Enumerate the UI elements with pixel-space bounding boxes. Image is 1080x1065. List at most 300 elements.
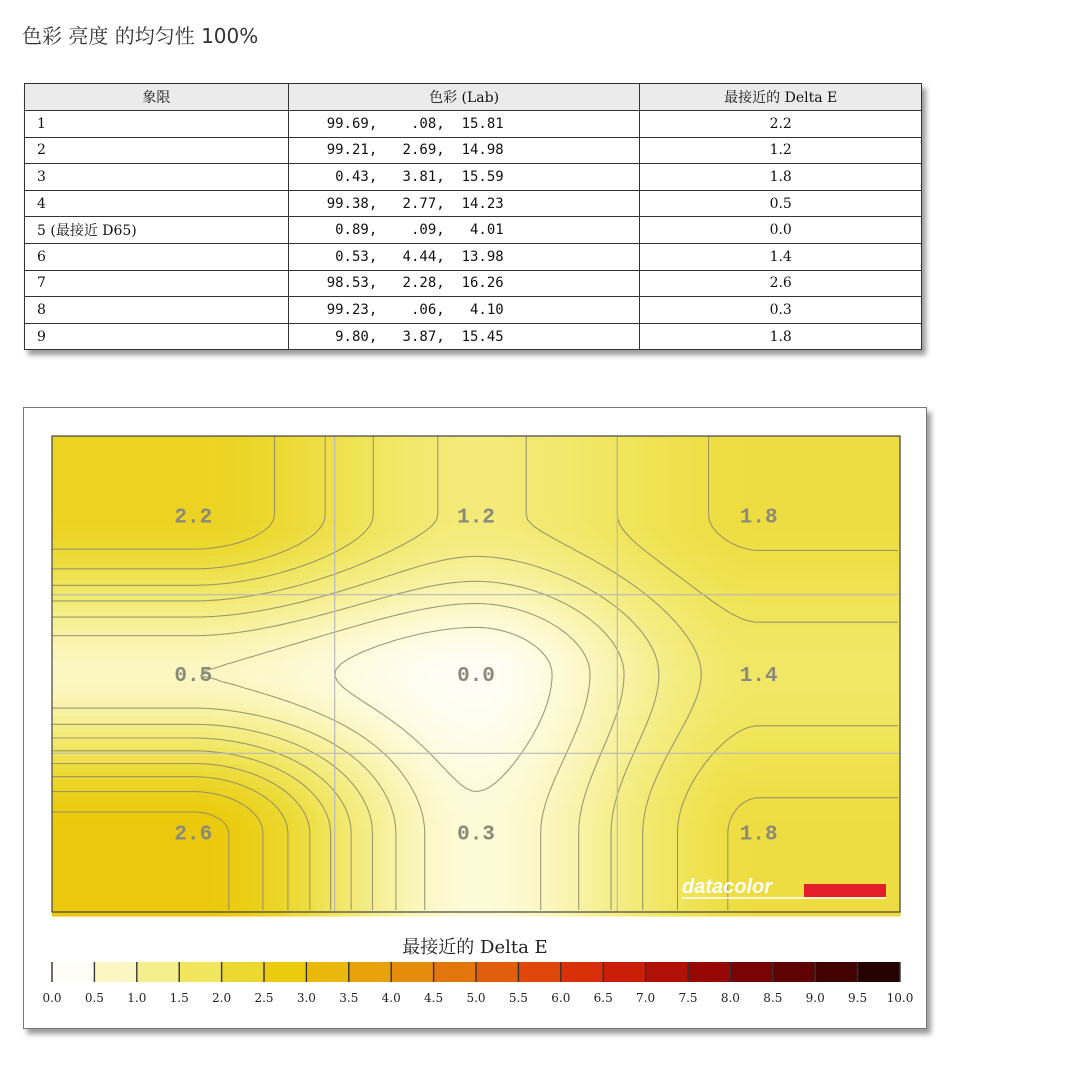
heat-tile xyxy=(92,796,101,805)
heat-tile xyxy=(804,756,813,765)
heat-tile xyxy=(188,588,197,597)
heat-tile xyxy=(452,652,461,661)
heat-tile xyxy=(204,476,213,485)
heat-tile xyxy=(676,540,685,549)
heat-tile xyxy=(476,796,485,805)
heat-tile xyxy=(884,780,893,789)
heat-tile xyxy=(804,460,813,469)
heat-tile xyxy=(60,596,69,605)
heat-tile xyxy=(508,716,517,725)
heat-tile xyxy=(476,716,485,725)
heat-tile xyxy=(436,652,445,661)
heat-tile xyxy=(108,540,117,549)
heat-tile xyxy=(228,708,237,717)
heat-tile xyxy=(108,588,117,597)
heat-tile xyxy=(252,764,261,773)
heat-tile xyxy=(260,668,269,677)
heat-tile xyxy=(404,756,413,765)
heat-tile xyxy=(884,548,893,557)
heat-tile xyxy=(524,628,533,637)
heat-tile xyxy=(620,596,629,605)
heat-tile xyxy=(84,468,93,477)
heat-tile xyxy=(220,540,229,549)
heat-tile xyxy=(612,476,621,485)
heat-tile xyxy=(220,652,229,661)
heat-tile xyxy=(868,548,877,557)
heat-tile xyxy=(308,484,317,493)
heat-tile xyxy=(884,524,893,533)
heat-tile xyxy=(452,756,461,765)
heat-tile xyxy=(572,460,581,469)
heat-tile xyxy=(412,660,421,669)
heat-tile xyxy=(172,716,181,725)
heat-tile xyxy=(52,492,61,501)
heat-tile xyxy=(156,436,165,445)
heat-tile xyxy=(404,644,413,653)
heat-tile xyxy=(484,708,493,717)
heat-tile xyxy=(228,572,237,581)
heat-tile xyxy=(92,684,101,693)
heat-tile xyxy=(188,612,197,621)
heat-tile xyxy=(364,452,373,461)
heat-tile xyxy=(644,684,653,693)
heat-tile xyxy=(364,532,373,541)
heat-tile xyxy=(76,452,85,461)
heat-tile xyxy=(660,628,669,637)
heat-tile xyxy=(116,804,125,813)
heat-tile xyxy=(780,620,789,629)
heat-tile xyxy=(564,444,573,453)
heat-tile xyxy=(780,652,789,661)
heat-tile xyxy=(516,660,525,669)
heat-tile xyxy=(452,620,461,629)
heat-tile xyxy=(884,732,893,741)
heat-tile xyxy=(348,532,357,541)
heat-tile xyxy=(732,716,741,725)
heat-tile xyxy=(52,588,61,597)
heat-tile xyxy=(796,700,805,709)
heat-tile xyxy=(372,756,381,765)
heat-tile xyxy=(444,804,453,813)
heat-tile xyxy=(52,452,61,461)
heat-tile xyxy=(668,580,677,589)
heat-tile xyxy=(268,668,277,677)
heat-tile xyxy=(492,652,501,661)
heat-tile xyxy=(612,580,621,589)
heat-tile xyxy=(700,492,709,501)
heat-tile xyxy=(316,660,325,669)
heat-tile xyxy=(100,492,109,501)
heat-tile xyxy=(396,716,405,725)
heat-tile xyxy=(188,652,197,661)
heat-tile xyxy=(404,772,413,781)
heat-tile xyxy=(484,692,493,701)
heat-tile xyxy=(108,436,117,445)
heat-tile xyxy=(252,612,261,621)
heat-tile xyxy=(284,796,293,805)
heat-tile xyxy=(140,452,149,461)
heat-tile xyxy=(796,676,805,685)
heat-tile xyxy=(876,548,885,557)
heat-tile xyxy=(84,636,93,645)
heat-tile xyxy=(716,716,725,725)
heat-tile xyxy=(108,452,117,461)
heat-tile xyxy=(516,548,525,557)
heat-tile xyxy=(516,780,525,789)
heat-tile xyxy=(692,636,701,645)
heat-tile xyxy=(244,796,253,805)
heat-tile xyxy=(92,700,101,709)
heat-tile xyxy=(500,540,509,549)
heat-tile xyxy=(388,468,397,477)
heat-tile xyxy=(356,772,365,781)
heat-tile xyxy=(372,804,381,813)
heat-tile xyxy=(388,444,397,453)
heat-tile xyxy=(428,788,437,797)
heat-tile xyxy=(252,540,261,549)
heat-tile xyxy=(188,476,197,485)
heat-tile xyxy=(836,788,845,797)
heat-tile xyxy=(636,636,645,645)
heat-tile xyxy=(668,500,677,509)
heat-tile xyxy=(100,452,109,461)
heat-tile xyxy=(828,772,837,781)
heat-tile xyxy=(492,636,501,645)
heat-tile xyxy=(708,772,717,781)
heat-tile xyxy=(228,500,237,509)
heat-tile xyxy=(60,748,69,757)
heat-tile xyxy=(164,436,173,445)
heat-tile xyxy=(60,468,69,477)
heat-tile xyxy=(820,780,829,789)
heat-tile xyxy=(756,492,765,501)
heat-tile xyxy=(820,492,829,501)
heat-tile xyxy=(636,468,645,477)
heat-tile xyxy=(132,644,141,653)
heat-tile xyxy=(292,748,301,757)
heat-tile xyxy=(220,492,229,501)
heat-tile xyxy=(60,484,69,493)
heat-tile xyxy=(292,548,301,557)
heat-tile xyxy=(100,732,109,741)
heat-tile xyxy=(780,788,789,797)
heat-tile xyxy=(780,764,789,773)
heat-tile xyxy=(532,684,541,693)
heat-tile xyxy=(588,468,597,477)
heat-tile xyxy=(196,452,205,461)
heat-tile xyxy=(260,780,269,789)
heat-tile xyxy=(852,716,861,725)
heat-tile xyxy=(108,580,117,589)
heat-tile xyxy=(628,524,637,533)
heat-tile xyxy=(548,716,557,725)
heat-tile xyxy=(284,596,293,605)
heat-tile xyxy=(716,692,725,701)
heat-tile xyxy=(668,484,677,493)
heat-tile xyxy=(444,548,453,557)
heat-tile xyxy=(508,436,517,445)
heat-tile xyxy=(652,524,661,533)
heat-tile xyxy=(252,508,261,517)
heat-tile xyxy=(756,700,765,709)
heat-tile xyxy=(148,492,157,501)
heat-tile xyxy=(316,700,325,709)
heat-tile xyxy=(852,492,861,501)
heat-tile xyxy=(780,692,789,701)
heat-tile xyxy=(220,620,229,629)
heat-tile xyxy=(348,708,357,717)
heat-tile xyxy=(700,564,709,573)
heat-tile xyxy=(444,732,453,741)
heat-tile xyxy=(820,580,829,589)
heat-tile xyxy=(140,660,149,669)
heat-tile xyxy=(684,556,693,565)
heat-tile xyxy=(636,668,645,677)
heat-tile xyxy=(868,604,877,613)
heat-tile xyxy=(660,476,669,485)
heat-tile xyxy=(884,700,893,709)
heat-tile xyxy=(68,500,77,509)
heat-tile xyxy=(692,668,701,677)
heat-tile xyxy=(252,596,261,605)
heat-tile xyxy=(652,540,661,549)
heat-tile xyxy=(628,692,637,701)
heat-tile xyxy=(412,548,421,557)
heat-tile xyxy=(540,548,549,557)
heat-tile xyxy=(732,588,741,597)
heat-tile xyxy=(188,692,197,701)
heat-tile xyxy=(340,484,349,493)
heat-tile xyxy=(404,556,413,565)
heat-tile xyxy=(348,476,357,485)
heat-tile xyxy=(788,716,797,725)
heat-tile xyxy=(516,476,525,485)
heat-tile xyxy=(308,500,317,509)
heat-tile xyxy=(508,468,517,477)
heat-tile xyxy=(140,444,149,453)
heat-tile xyxy=(836,500,845,509)
heat-tile xyxy=(572,500,581,509)
heat-tile xyxy=(756,548,765,557)
heat-tile xyxy=(556,764,565,773)
heat-tile xyxy=(484,572,493,581)
heat-tile xyxy=(724,628,733,637)
heat-tile xyxy=(236,692,245,701)
heat-tile xyxy=(292,572,301,581)
heat-tile xyxy=(628,676,637,685)
heat-tile xyxy=(804,588,813,597)
heat-tile xyxy=(820,636,829,645)
heat-tile xyxy=(876,636,885,645)
heat-tile xyxy=(212,452,221,461)
heat-tile xyxy=(612,540,621,549)
heat-tile xyxy=(548,436,557,445)
heat-tile xyxy=(588,724,597,733)
heat-tile xyxy=(484,756,493,765)
heat-tile xyxy=(452,644,461,653)
heat-tile xyxy=(172,620,181,629)
heat-tile xyxy=(604,604,613,613)
heat-tile xyxy=(756,692,765,701)
heat-tile xyxy=(676,564,685,573)
heat-tile xyxy=(412,716,421,725)
heat-tile xyxy=(276,740,285,749)
heat-tile xyxy=(204,452,213,461)
heat-tile xyxy=(476,564,485,573)
heat-tile xyxy=(668,764,677,773)
heat-tile xyxy=(892,676,901,685)
heat-tile xyxy=(196,804,205,813)
heat-tile xyxy=(476,780,485,789)
heat-tile xyxy=(428,444,437,453)
heat-tile xyxy=(388,644,397,653)
heat-tile xyxy=(292,476,301,485)
heat-tile xyxy=(516,588,525,597)
heat-tile xyxy=(148,452,157,461)
heat-tile xyxy=(228,468,237,477)
heat-tile xyxy=(804,644,813,653)
heat-tile xyxy=(132,788,141,797)
heat-tile xyxy=(436,532,445,541)
heat-tile xyxy=(772,540,781,549)
heat-tile xyxy=(884,468,893,477)
heat-tile xyxy=(756,588,765,597)
heat-tile xyxy=(372,564,381,573)
heat-tile xyxy=(468,564,477,573)
heat-tile xyxy=(692,644,701,653)
heat-tile xyxy=(708,676,717,685)
heat-tile xyxy=(268,460,277,469)
heat-tile xyxy=(292,764,301,773)
heat-tile xyxy=(788,684,797,693)
heat-tile xyxy=(676,692,685,701)
heat-tile xyxy=(140,596,149,605)
heat-tile xyxy=(676,596,685,605)
heat-tile xyxy=(620,588,629,597)
heat-tile xyxy=(404,508,413,517)
heat-tile xyxy=(604,468,613,477)
heat-tile xyxy=(892,692,901,701)
heat-tile xyxy=(356,516,365,525)
heat-tile xyxy=(364,716,373,725)
heat-tile xyxy=(156,668,165,677)
heat-tile xyxy=(748,748,757,757)
heat-tile xyxy=(524,796,533,805)
heat-tile xyxy=(788,460,797,469)
heat-tile xyxy=(708,588,717,597)
heat-tile xyxy=(92,556,101,565)
heat-tile xyxy=(116,508,125,517)
heat-tile xyxy=(68,764,77,773)
heat-tile xyxy=(652,436,661,445)
heat-tile xyxy=(820,668,829,677)
heat-tile xyxy=(724,508,733,517)
heat-tile xyxy=(684,668,693,677)
heat-tile xyxy=(788,764,797,773)
heat-tile xyxy=(596,508,605,517)
heat-tile xyxy=(548,804,557,813)
heat-tile xyxy=(716,468,725,477)
heat-tile xyxy=(356,460,365,469)
heat-tile xyxy=(132,684,141,693)
heat-tile xyxy=(164,708,173,717)
heat-tile xyxy=(420,492,429,501)
heat-tile xyxy=(244,580,253,589)
heat-tile xyxy=(708,644,717,653)
heat-tile xyxy=(836,716,845,725)
heat-tile xyxy=(860,500,869,509)
heat-tile xyxy=(372,724,381,733)
heat-tile xyxy=(284,484,293,493)
heat-tile xyxy=(692,748,701,757)
heat-tile xyxy=(756,484,765,493)
heat-tile xyxy=(604,804,613,813)
heat-tile xyxy=(500,652,509,661)
heat-tile xyxy=(252,436,261,445)
heat-tile xyxy=(452,484,461,493)
heat-tile xyxy=(572,804,581,813)
results-table xyxy=(24,83,922,350)
heat-tile xyxy=(556,532,565,541)
heat-tile xyxy=(804,444,813,453)
heat-tile xyxy=(300,508,309,517)
heat-tile xyxy=(804,572,813,581)
heat-tile xyxy=(876,748,885,757)
heat-tile xyxy=(292,468,301,477)
heat-tile xyxy=(84,492,93,501)
heat-tile xyxy=(420,476,429,485)
heat-tile xyxy=(308,644,317,653)
heat-tile xyxy=(364,436,373,445)
heat-tile xyxy=(860,756,869,765)
heat-tile xyxy=(876,740,885,749)
heat-tile xyxy=(556,436,565,445)
heat-tile xyxy=(836,620,845,629)
heat-tile xyxy=(876,484,885,493)
heat-tile xyxy=(380,628,389,637)
heat-tile xyxy=(380,460,389,469)
heat-tile xyxy=(404,500,413,509)
heat-tile xyxy=(652,500,661,509)
table-row xyxy=(25,164,922,191)
heat-tile xyxy=(164,612,173,621)
heat-tile xyxy=(460,636,469,645)
heat-tile xyxy=(52,556,61,565)
heat-tile xyxy=(244,444,253,453)
heat-tile xyxy=(820,564,829,573)
heat-tile xyxy=(68,484,77,493)
heat-tile xyxy=(572,524,581,533)
heat-tile xyxy=(212,796,221,805)
heat-tile xyxy=(220,740,229,749)
heat-tile xyxy=(252,796,261,805)
heat-tile xyxy=(548,724,557,733)
heat-tile xyxy=(516,668,525,677)
heat-tile xyxy=(668,516,677,525)
heat-tile xyxy=(812,644,821,653)
heat-tile xyxy=(148,540,157,549)
heat-tile xyxy=(412,484,421,493)
heat-tile xyxy=(820,508,829,517)
heat-tile xyxy=(156,700,165,709)
heat-tile xyxy=(380,692,389,701)
heat-tile xyxy=(116,492,125,501)
heat-tile xyxy=(468,764,477,773)
heat-tile xyxy=(548,468,557,477)
heat-tile xyxy=(428,644,437,653)
heat-tile xyxy=(404,444,413,453)
heat-tile xyxy=(732,772,741,781)
